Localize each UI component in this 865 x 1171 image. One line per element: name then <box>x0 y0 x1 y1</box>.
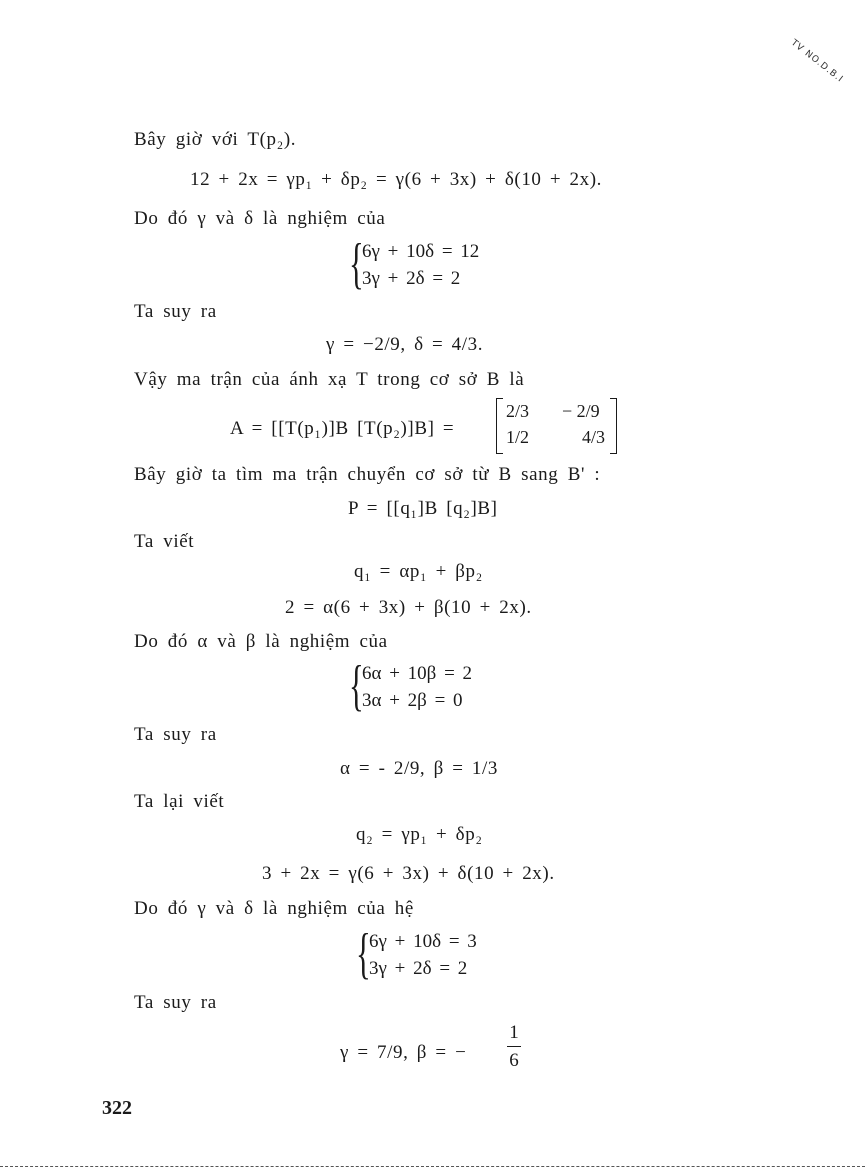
matrix-left-bracket <box>496 398 503 454</box>
system-row: 3α + 2β = 0 <box>362 690 463 711</box>
system-row: 6α + 10β = 2 <box>362 663 473 684</box>
equation-line: A = [[T(p₁)]B [T(p₂)]B] = <box>230 418 455 439</box>
text-line: Ta lại viết <box>134 791 225 812</box>
text-line: Ta suy ra <box>134 301 217 322</box>
equation-line: α = - 2/9, β = 1/3 <box>340 758 498 779</box>
matrix-cell: 2/3 <box>506 401 530 421</box>
equation-line: q₁ = αp₁ + βp₂ <box>354 561 483 582</box>
equation-line: q₂ = γp₁ + δp₂ <box>356 824 483 845</box>
text-line: Ta suy ra <box>134 992 217 1013</box>
page-bottom-edge <box>0 1166 865 1168</box>
text-line: Bây giờ ta tìm ma trận chuyển cơ sở từ B sang B' : <box>134 464 601 485</box>
matrix-cell: 1/2 <box>506 427 530 447</box>
system-row: 3γ + 2δ = 2 <box>362 268 461 289</box>
system-row: 6γ + 10δ = 12 <box>362 241 480 262</box>
text-line: Ta viết <box>134 531 195 552</box>
left-brace-icon: { <box>356 923 371 985</box>
equation-line: P = [[q₁]B [q₂]B] <box>348 498 498 519</box>
matrix-right-bracket <box>610 398 617 454</box>
left-brace-icon: { <box>349 233 364 295</box>
equation-line: 3 + 2x = γ(6 + 3x) + δ(10 + 2x). <box>262 863 555 884</box>
matrix-cell: − 2/9 <box>562 401 600 421</box>
library-stamp: TV NO.D.B.I <box>788 38 845 85</box>
fraction-denominator: 6 <box>509 1050 519 1071</box>
matrix-a <box>496 398 626 454</box>
text-line: Do đó γ và δ là nghiệm của hệ <box>134 898 414 919</box>
fraction-numerator: 1 <box>509 1022 519 1043</box>
equation-line: γ = 7/9, β = − <box>340 1042 467 1063</box>
fraction-bar <box>507 1046 521 1047</box>
equation-line: 12 + 2x = γp₁ + δp₂ = γ(6 + 3x) + δ(10 + 2x). <box>190 169 603 190</box>
text-line: Do đó α và β là nghiệm của <box>134 631 388 652</box>
equation-line: γ = −2/9, δ = 4/3. <box>326 334 484 355</box>
system-row: 3γ + 2δ = 2 <box>369 958 468 979</box>
text-line: Vậy ma trận của ánh xạ T trong cơ sở B là <box>134 369 525 390</box>
text-line: Ta suy ra <box>134 724 217 745</box>
matrix-cell: 4/3 <box>582 427 606 447</box>
left-brace-icon: { <box>349 655 364 717</box>
page-number: 322 <box>102 1097 132 1119</box>
text-line: Do đó γ và δ là nghiệm của <box>134 208 386 229</box>
system-row: 6γ + 10δ = 3 <box>369 931 477 952</box>
equation-line: 2 = α(6 + 3x) + β(10 + 2x). <box>285 597 532 618</box>
text-line: Bây giờ với T(p₂). <box>134 129 297 150</box>
